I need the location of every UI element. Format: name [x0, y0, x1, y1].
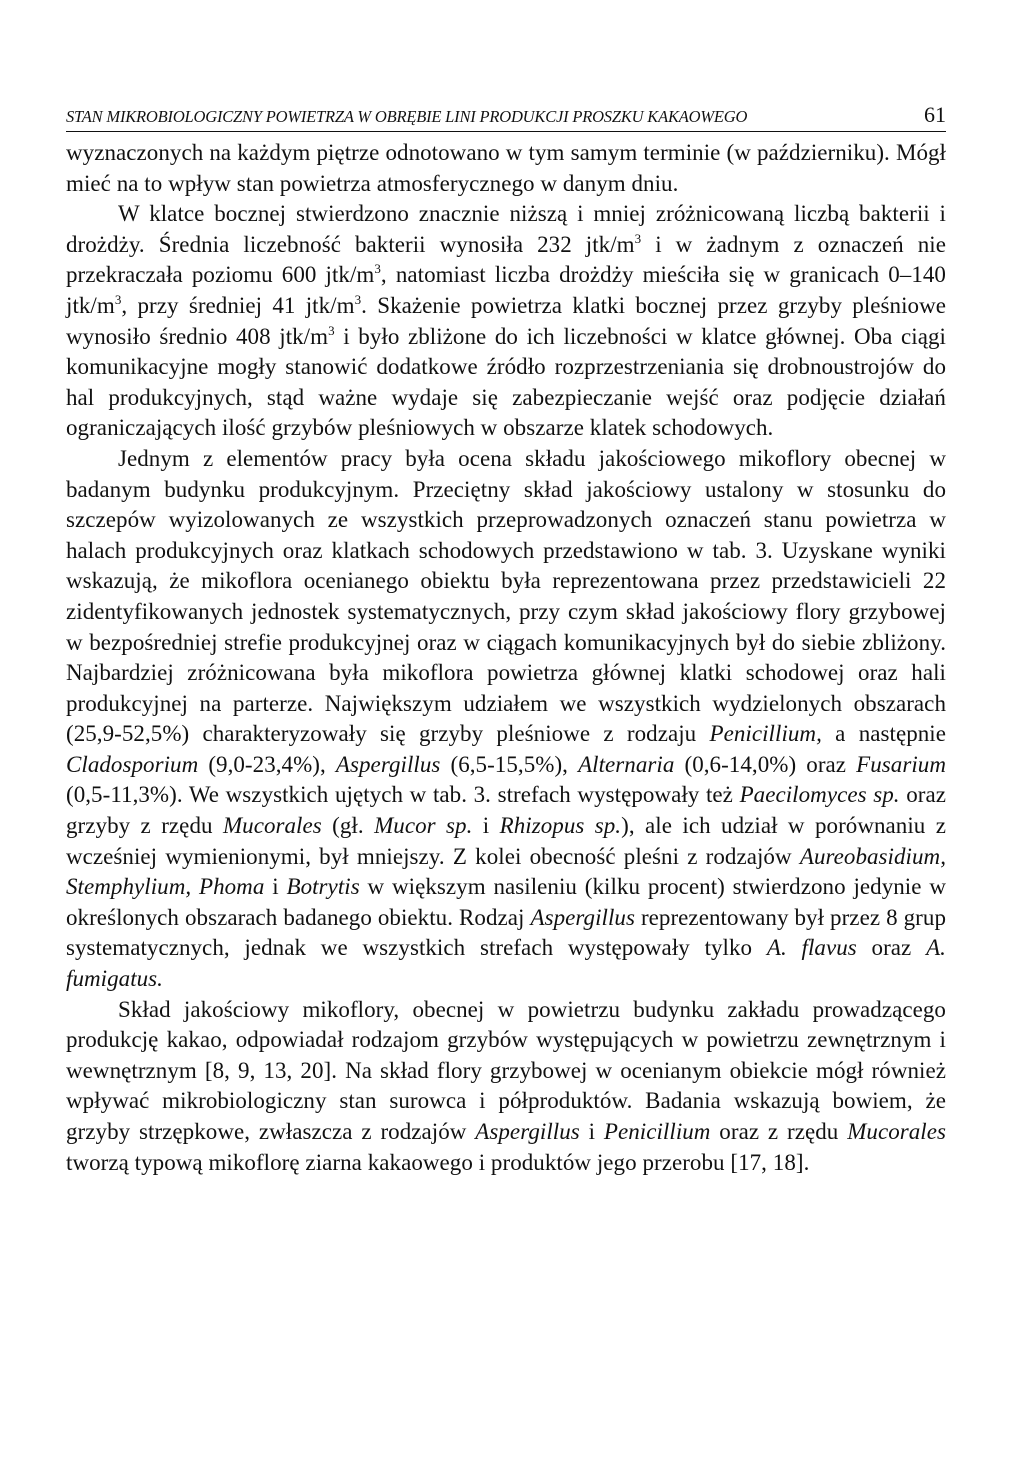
exponent: 3	[374, 261, 381, 277]
exponent: 3	[328, 322, 335, 338]
p2-text-f: i było zbliżone do ich liczebności w klatce głównej. Oba ciągi komunikacyjne mogły stanowić dodatkowe źródło rozprzestrzeniania się drobnoustrojów do hal produkcyjnych, stąd ważne wydaje się zabezpieczanie wejść oraz podjęcie działań ograniczających ilość grzybów pleśniowych w obszarze klatek schodowych.	[66, 323, 946, 441]
body-text	[66, 138, 946, 1178]
taxon-name: Aspergillus	[475, 1119, 580, 1144]
taxon-name: A. flavus	[766, 935, 857, 961]
p2-text-e: . Skażenie powietrza klatki bocznej przez grzyby pleśniowe wynosiło średnio 408 jtk/m	[66, 292, 946, 349]
taxon-name: Penicillium	[603, 1119, 711, 1144]
p2-text-c: , natomiast liczba drożdży mieściła się w granicach 0–140 jtk/m	[66, 262, 946, 318]
taxon-name: Botrytis	[286, 874, 360, 900]
running-title: STAN MIKROBIOLOGICZNY POWIETRZA W OBRĘBIE LINI PRODUKCJI PROSZKU KAKAOWEGO	[66, 107, 748, 126]
p3-text: ), ale ich udział w porównaniu z wcześniej wymienionymi, był mniejszy. Z kolei obecność pleśni z rodzajów	[66, 813, 946, 869]
p3-text: Jednym z elementów pracy była ocena składu jakościowego mikoflory obecnej w badanym budynku produkcyjnym. Przeciętny skład jakościowy ustalony w stosunku do szczepów wyizolowanych ze wszystkich przeprowadzonych oznaczeń stanu powietrza w halach produkcyjnych oraz klatkach schodowych przedstawiono w tab. 3. Uzyskane wyniki wskazują, że mikoflora ocenianego obiektu była reprezentowana przez przedstawicieli 22 zidentyfikowanych jednostek systematycznych, przy czym skład jakościowy flory grzybowej w bezpośredniej strefie produkcyjnej oraz w ciągach komunikacyjnych był do siebie zbliżony. Najbardziej zróżnicowana była mikoflora powietrza głównej klatki schodowej oraz hali produkcyjnej na parterze. Największym udziałem we wszystkich wydzielonych obszarach (25,9-52,5%) charakteryzowały się grzyby pleśniowe z rodzaju	[66, 445, 946, 747]
p4-text: i	[579, 1119, 604, 1144]
p3-text: oraz grzyby z rzędu	[66, 782, 946, 839]
p3-text: (gł.	[321, 813, 375, 839]
p2-text-d: , przy średniej 41 jtk/m	[121, 292, 355, 318]
p3-text: (0,6-14,0%) oraz	[674, 751, 857, 777]
taxon-name: Paecilomyces sp.	[739, 782, 900, 808]
taxon-name: Aureobasidium, Stemphylium, Phoma	[66, 843, 946, 900]
p3-text: (6,5-15,5%),	[440, 751, 579, 777]
taxon-name: Alternaria	[578, 751, 675, 777]
paragraph-2	[66, 199, 946, 444]
p2-text-b: i w żadnym z oznaczeń nie przekraczała poziomu 600 jtk/m	[66, 231, 946, 288]
exponent: 3	[634, 230, 642, 246]
exponent: 3	[114, 291, 122, 307]
p4-text: Skład jakościowy mikoflory, obecnej w powietrzu budynku zakładu prowadzącego produkcję kakao, odpowiadał rodzajom grzybów występujących w powietrzu zewnętrznym i wewnętrznym [8, 9, 13, 20]. Na skład flory grzybowej w ocenianym obiekcie mógł również wpływać mikrobiologiczny stan surowca i półproduktów. Badania wskazują bowiem, że grzyby strzępkowe, zwłaszcza z rodzajów	[66, 996, 946, 1144]
taxon-name: A. fumigatus.	[66, 935, 946, 992]
p3-text: i	[264, 874, 287, 900]
p4-text: oraz z rzędu	[710, 1119, 848, 1144]
p3-text: reprezentowany był przez 8 grup systematycznych, jednak we wszystkich strefach występowały tylko	[66, 904, 946, 961]
p3-text: w większym nasileniu (kilku procent) stwierdzono jedynie w określonych obszarach badanego obiektu. Rodzaj	[66, 874, 946, 930]
taxon-name: Penicillium,	[709, 721, 822, 747]
p3-text: oraz	[856, 935, 927, 961]
taxon-name: Mucorales	[222, 813, 322, 839]
p2-text-a: W klatce bocznej stwierdzono znacznie niższą i mniej zróżnicowaną liczbą bakterii i drożdży. Średnia liczebność bakterii wynosiła 232 jtk/m	[66, 201, 946, 257]
p3-text: (9,0-23,4%),	[198, 751, 336, 777]
paragraph-4	[66, 995, 946, 1179]
running-header	[66, 102, 946, 132]
p3-text: (0,5-11,3%). We wszystkich ujętych w tab. 3. strefach występowały też	[66, 782, 740, 808]
page-number: 61	[924, 102, 946, 127]
p3-text: a następnie	[821, 721, 947, 747]
p3-text: i	[472, 813, 500, 839]
paragraph-3	[66, 444, 946, 995]
paragraph-1: wyznaczonych na każdym piętrze odnotowano w tym samym terminie (w październiku). Mógł mieć na to wpływ stan powietrza atmosferycznego w danym dniu.	[66, 140, 946, 196]
taxon-name: Aspergillus	[530, 904, 635, 930]
taxon-name: Rhizopus sp.	[499, 813, 622, 839]
taxon-name: Aspergillus	[335, 751, 441, 777]
taxon-name: Cladosporium	[66, 751, 199, 777]
taxon-name: Mucor sp.	[374, 813, 473, 839]
taxon-name: Mucorales	[847, 1119, 947, 1144]
exponent: 3	[354, 291, 362, 307]
p4-text: tworzą typową mikoflorę ziarna kakaowego i produktów jego przerobu [17, 18].	[66, 1149, 810, 1175]
taxon-name: Fusarium	[856, 751, 946, 777]
